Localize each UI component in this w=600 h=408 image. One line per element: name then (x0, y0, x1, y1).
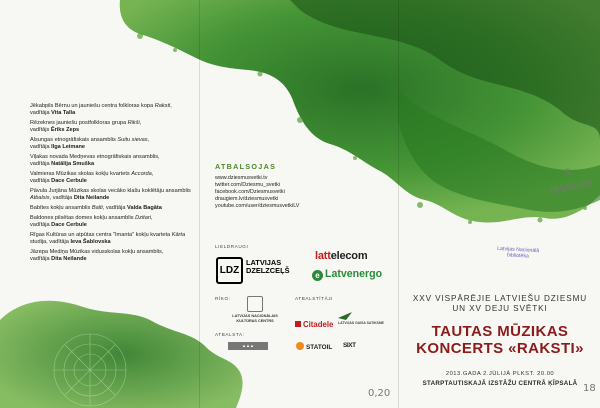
concert-title: TAUTAS MŪZIKAS KONCERTS «RAKSTI» (416, 323, 584, 357)
website-links (215, 175, 299, 210)
link-draugiem[interactable]: draugiem.lv/dziesmusvetki (215, 196, 279, 203)
fold-line (398, 0, 399, 408)
ldz-mark: LDZ (216, 257, 243, 284)
link-website[interactable]: www.dziesmusvetki.tv (215, 175, 268, 181)
performer-director: Valda Bagāta (127, 205, 162, 211)
latvenergo-text: Latvenergo (325, 268, 383, 280)
performer-role: vadītāja (30, 256, 52, 262)
performer-text: studija, vadītāja (30, 239, 71, 245)
airbaltic-lgs-logo: LATVIJAS GAISA SATIKSME (338, 312, 384, 325)
link-facebook[interactable]: facebook.com/Dziesmusvetki (215, 189, 285, 196)
performer-group: Babītes kokļu ansamblis (30, 205, 92, 211)
performer-role: vadītāja (30, 143, 52, 150)
sixt-logo: SIXT (343, 342, 356, 349)
performer-role: vadītāja (30, 160, 52, 167)
performer-text: , (139, 120, 142, 126)
performer-entry (30, 103, 198, 117)
lattelecom-suffix: elecom (330, 250, 368, 262)
performer-group: Alsungas etnogrāfiskais ansamblis (30, 137, 118, 143)
performer-group: Viļakas novada Medņevas etnogrāfiskais ansamblis, (30, 154, 160, 160)
performer-entry (30, 232, 198, 246)
performer-role: vadītāja (30, 222, 52, 228)
performer-director: Dita Neilande (73, 194, 110, 201)
performer-entry (30, 215, 198, 229)
performer-director: Ieva Šablovska (70, 239, 111, 245)
fold-line (199, 0, 200, 408)
performer-group-name: Accorda (131, 171, 152, 177)
performer-list (30, 103, 198, 266)
performer-group-name: Balti (91, 205, 103, 211)
performer-entry (30, 137, 198, 151)
link-twitter[interactable]: twitter.com/Dziesmu_svetki (215, 182, 281, 189)
performer-entry (30, 171, 198, 185)
citadele-logo: Citadele (295, 320, 333, 329)
support-logo: ▲▲▲ (228, 342, 268, 350)
performer-director: Vita Talla (51, 109, 76, 116)
link-youtube[interactable]: youtube.com/user/dziesmusvetkiLV (215, 203, 300, 210)
handwritten-price: 0,20 (368, 388, 391, 399)
performer-group-name: Kārta (171, 232, 186, 239)
performer-entry (30, 188, 198, 202)
performer-entry (30, 205, 198, 212)
concert-venue: STARPTAUTISKAJĀ IZSTĀŽU CENTRĀ ĶĪPSALĀ (422, 380, 578, 387)
performer-director: Dita Neilande (51, 256, 87, 262)
performer-director: Dace Cerbule (51, 222, 87, 228)
festival-title: XXV VISPĀRĒJIE LATVIEŠU DZIESMU UN XV DEJU SVĒTKI (412, 294, 588, 313)
statoil-logo: STATOIL (296, 342, 332, 351)
performer-text: , vadītāja (102, 205, 128, 211)
supporters-label: ATBALSTĪTĀJI (295, 296, 334, 301)
performer-text: , (147, 137, 150, 143)
performer-text: , (150, 215, 153, 222)
performer-group-name: Raksti (154, 103, 171, 109)
performer-group-name: Suitu sievas (117, 137, 148, 143)
performer-group-name: Rikši (127, 120, 140, 126)
ldz-logo (216, 257, 306, 283)
performer-text: , (170, 103, 172, 109)
library-stamp: Latvijas Nacionālā bibliotēka (497, 245, 540, 260)
ldz-line1: LATVIJAS (246, 258, 282, 267)
handwritten-number: 18 (583, 383, 596, 394)
performer-group: Rēzeknes jauniešu postfolkloras grupa (30, 120, 128, 126)
lielDraugi-label: LIELDRAUGI (215, 244, 249, 249)
ldz-line2: DZELZCEĻŠ (246, 266, 290, 276)
lattelecom-logo (315, 250, 367, 262)
performer-role: vadītājs (30, 126, 51, 133)
support-label: ATBALSTA: (215, 332, 245, 337)
performer-role: vadītāja (30, 109, 52, 116)
performer-director: Ēriks Zeps (50, 126, 80, 133)
organizer-label: RĪKO: (215, 296, 231, 301)
performer-director: Ilga Leimane (51, 143, 86, 150)
performer-group: Jāzepa Mediņa Mūzikas vidusskolas kokļu ansamblis, (30, 249, 164, 256)
performer-entry (30, 154, 198, 168)
performer-group: Rīgas Kultūras un atpūtas centra "Imanta" kokļu kvarteta (30, 232, 172, 239)
handwritten-code: 781/6(x6) (547, 178, 593, 198)
performer-group: Pāvula Jurjāna Mūzikas skolas vecāko klašu koklētāju ansamblis (30, 188, 191, 194)
performer-group: Valmieras Mūzikas skolas kokļu kvartets (30, 171, 132, 177)
performer-group-name: Atbalsis (30, 194, 50, 201)
lnkc-logo (232, 296, 278, 323)
performer-text: , (151, 171, 154, 177)
performer-director: Dace Cerbule (51, 177, 87, 184)
plane-icon (338, 312, 352, 320)
performer-group: Jēkabpils Bērnu un jauniešu centra folkloras kopa (30, 103, 155, 109)
performer-text: , vadītāja (49, 194, 74, 201)
performer-director: Natālija Smuška (51, 160, 95, 167)
latvenergo-icon: e (312, 270, 323, 281)
performer-entry (30, 120, 198, 134)
latvenergo-logo (312, 268, 382, 281)
citadele-icon (295, 321, 301, 327)
handwritten-s: S (565, 168, 571, 178)
lnkc-text: LATVIJAS NACIONĀLAIS KULTŪRAS CENTRS (232, 314, 278, 323)
supporters-heading: ATBALSOJAS (215, 162, 277, 171)
statoil-icon (296, 342, 304, 350)
performer-role: vadītāja (30, 177, 52, 184)
concert-date: 2013.GADA 2.JŪLIJĀ PLKST. 20.00 (445, 371, 555, 377)
lattelecom-prefix: latt (315, 250, 331, 262)
crest-icon (247, 296, 263, 312)
performer-entry (30, 249, 198, 263)
performer-group-name: Dzitari (135, 215, 151, 222)
performer-group: Baldones pilsētas domes kokļu ansamblis (30, 215, 136, 222)
